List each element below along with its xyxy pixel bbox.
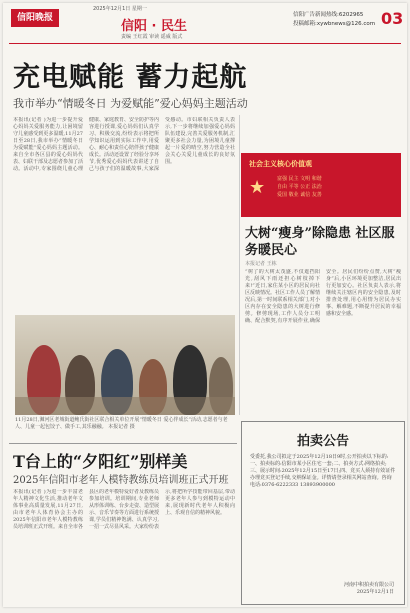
notice-footer bbox=[344, 582, 394, 596]
banner-line: 富强 民主 文明 和谐 bbox=[277, 176, 322, 182]
second-article-body: 本报讯(记者 )为进一步丰富老年人精神文化生活,推动老年文体事业高质量发展,11月27日,由市老年人体育协会主办的2025年信阳市老年人模特教练员培训班正式开班。来自全市各县区的老年模特爱好者及教练员参加培训。培训期间,专业老师从形体训练、台步走姿、造型展示、音乐节奏等方面进行系统授课,学员们精神饱满、认真学习,一招一式尽显风采。大家纷纷表示,将把所学技能带回基层,带动更多老年人参与到模特运动中来,展现新时代老年人积极向上、乐观自信的精神风貌。 bbox=[13, 489, 235, 530]
core-values-banner bbox=[241, 153, 401, 217]
notice-body: 受委托,我公司拟定于2025年12月18日9时,公开拍卖以下标的:一、拍卖标的:信阳市某小区住宅一套;二、拍卖方式:网络拍卖;三、展示时间:2025年12月15日至17日;四、竞买人须持有效证件办理竞买登记手续,交纳保证金。详情请登录相关网站查询。咨询电话:0376-6222333 13893900000 bbox=[250, 454, 396, 488]
column-divider bbox=[239, 115, 240, 415]
ad-hotline: 信阳广告新闻热线:6202965 bbox=[293, 12, 364, 18]
right-article-byline: 本报记者 王栋 bbox=[245, 261, 277, 267]
notice-company: 河南中积拍卖有限公司 bbox=[343, 582, 394, 588]
header-divider bbox=[9, 43, 401, 44]
lead-subhead: 我市举办“情暖冬日 为爱赋能”爱心妈妈主题活动 bbox=[13, 97, 248, 110]
newspaper-logo: 信阳晚报 bbox=[11, 9, 59, 27]
star-icon: ★ bbox=[249, 177, 266, 198]
banner-line: 自由 平等 公正 法治 bbox=[277, 184, 322, 190]
photo-table bbox=[15, 397, 235, 415]
submission-email: 投稿邮箱:xywbnews@126.com bbox=[293, 21, 376, 27]
notice-date: 2025年12月1日 bbox=[356, 589, 394, 595]
second-article-subhead: 2025年信阳市老年人模特教练员培训班正式开班 bbox=[13, 475, 229, 486]
right-article-headline: 大树“瘦身”除隐患 社区服务暖民心 bbox=[245, 226, 395, 258]
banner-title: 社会主义核心价值观 bbox=[249, 160, 312, 168]
banner-line: 爱国 敬业 诚信 友善 bbox=[277, 192, 322, 198]
second-article-headline: T台上的“夕阳红”别样美 bbox=[13, 452, 188, 471]
masthead bbox=[3, 3, 407, 43]
page-number: 03 bbox=[381, 9, 404, 28]
contact-info bbox=[293, 11, 375, 29]
right-article-body: “树了的大树太茂盛,不仅遮挡阳光,刮风下雨还担心树枝掉下来!”近日,家住某小区的居民向社区反映情况。社区工作人员了解情况后,第一时间联系相关部门,对小区内存在安全隐患的大树进行修剪。修剪现场,工作人员分工明确、配合默契,有序开展作业,确保安全。居民们纷纷点赞,大树“瘦身”后,小区环境更加整洁,居民出行更加安心。社区负责人表示,将继续关注辖区内的安全隐患,及时排查处理,用心用情为居民办实事、解难题,不断提升居民的幸福感和安全感。 bbox=[245, 269, 401, 324]
issue-date: 2025年12月1日 星期一 bbox=[93, 6, 147, 12]
lead-headline: 充电赋能 蓄力起航 bbox=[13, 62, 248, 93]
banner-text bbox=[277, 175, 322, 199]
notice-title: 拍卖公告 bbox=[296, 434, 349, 449]
section-title: 信阳 · 民生 bbox=[121, 19, 187, 34]
photo-caption: 11月28日,浉河区老城街道鲍氏街社区联合相关单位开展“情暖冬日 爱心伴成长”活动,志愿者与老人、儿童一起包饺子、做手工,其乐融融。 本报记者 摄 bbox=[15, 417, 228, 430]
section-divider bbox=[9, 443, 237, 444]
auction-notice bbox=[241, 421, 405, 605]
news-photo bbox=[15, 315, 235, 415]
editor-credits: 责编 王红霞 审读 遥威 版式 bbox=[121, 34, 183, 40]
newspaper-page bbox=[3, 3, 407, 607]
lead-article-body: 本报讯(记者 )为进一步提升爱心妈妈关爱服务能力,让困境留守儿童感受到更多温暖,11月27日至28日,我市举办“情暖冬日 为爱赋能”爱心妈妈主题活动。来自全市各区县的爱心妈妈代表、妇联干部及志愿者参加了活动。活动中,专家围绕儿童心理健康、家庭教育、安全防护等内容进行授课,爱心妈妈们认真学习、积极交流,纷纷表示将把所学知识运用到实际工作中,用爱心、耐心和责任心陪伴孩子健康成长。活动还设置了经验分享环节,优秀爱心妈妈代表讲述了自己与孩子们的温暖故事,大家深受感动。市妇联相关负责人表示,下一步将继续加强爱心妈妈队伍建设,完善关爱服务机制,汇聚更多社会力量,为困境儿童撑起一片爱的晴空,努力营造全社会关心关爱儿童成长的良好氛围。 bbox=[13, 117, 235, 172]
